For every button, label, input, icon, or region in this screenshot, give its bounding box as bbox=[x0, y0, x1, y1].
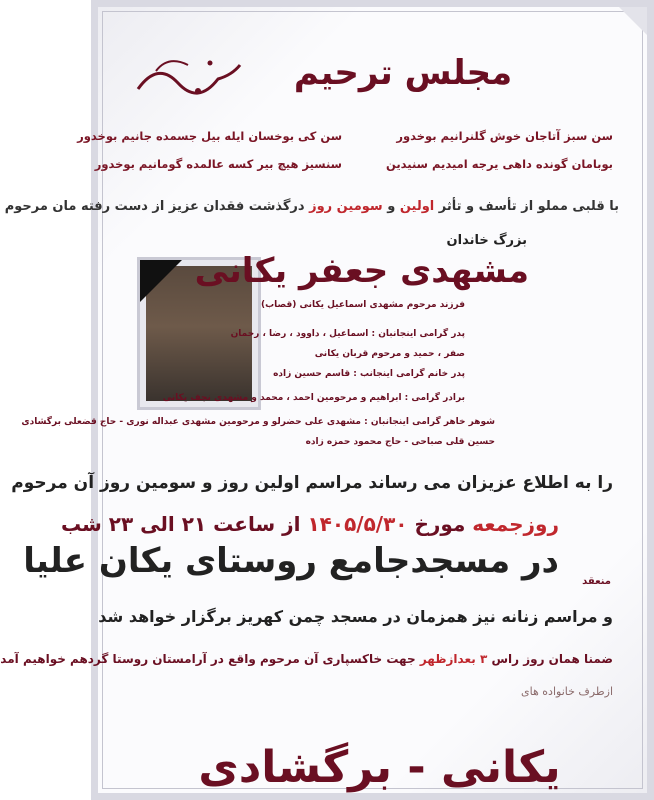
detail-father-of-2: صفر ، حمید و مرحوم قربان یکانی bbox=[314, 349, 465, 359]
ceremony-notice: را به اطلاع عزیزان می رساند مراسم اولین روز و سومین روز آن مرحوم bbox=[11, 473, 613, 493]
detail-sister-husband: شوهر خاهر گرامی اینجانبان : مشهدی علی حضرلو و مرحومین مشهدی عبداله نوری - حاج قضعلی برگشادی bbox=[21, 417, 495, 427]
burial-notice bbox=[0, 652, 613, 666]
family-names: یکانی - برگشادی bbox=[198, 742, 561, 793]
burial-time: ۳ بعدازظهر bbox=[419, 652, 488, 666]
venue-word: منعقد bbox=[582, 576, 611, 587]
detail-father-of: پدر گرامی اینجانبان : اسماعیل ، داوود ، رضا ، رحمان bbox=[230, 329, 465, 339]
date-day: روزجمعه bbox=[472, 512, 559, 536]
poem-line: بوبامان گونده داهی یرجه امیدیم سنیدین bbox=[385, 157, 613, 171]
poem-line: سن سبز آتاجان خوش گلنرانیم بوخدور bbox=[396, 129, 613, 143]
date-time: از ساعت ۲۱ الی ۲۳ شب bbox=[60, 512, 301, 536]
venue-text: در مسجدجامع روستای یکان علیا bbox=[23, 541, 559, 581]
intro-and: و bbox=[382, 199, 396, 214]
ceremony-date bbox=[61, 512, 559, 536]
burial-before: ضمنا همان روز راس bbox=[487, 652, 613, 666]
calligraphy-logo bbox=[128, 51, 248, 101]
intro-text bbox=[5, 199, 619, 214]
intro-after: درگذشت فقدان عزیز از دست رفته مان مرحوم bbox=[4, 199, 305, 214]
page-title: مجلس ترحیم bbox=[293, 53, 513, 93]
detail-sister-husband-2: حسین قلی صباحی - حاج محمود حمزه زاده bbox=[305, 437, 495, 447]
intro-third: سومین روز bbox=[309, 199, 383, 214]
date-value: ۱۴۰۵/۵/۳۰ bbox=[307, 512, 408, 536]
detail-son-of: فرزند مرحوم مشهدی اسماعیل یکانی (قصاب) bbox=[260, 300, 465, 310]
intro-first: اولین bbox=[399, 199, 435, 214]
burial-after: جهت خاکسپاری آن مرحوم واقع در آرامستان روستا گردهم خواهیم آمد bbox=[0, 652, 416, 666]
corner-decoration bbox=[619, 7, 647, 35]
family-head-label: بزرگ خاندان bbox=[446, 233, 527, 248]
from-label: ازطرف خانواده های bbox=[521, 685, 613, 698]
intro-before: با قلبی مملو از تأسف و تأثر bbox=[438, 199, 619, 214]
poem-line: سن کی بوخسان ایله بیل جسمده جانیم بوخدور bbox=[77, 129, 342, 143]
detail-father-in-law: پدر خانم گرامی اینجانب : قاسم حسین زاده bbox=[273, 369, 465, 379]
poem-line: سنسیز هیچ بیر کسه عالمده گومانیم بوخدور bbox=[94, 157, 342, 171]
mourning-ribbon bbox=[140, 260, 182, 302]
date-label: مورخ bbox=[407, 512, 466, 536]
women-ceremony: و مراسم زنانه نیز همزمان در مسجد چمن کهریز برگزار خواهد شد bbox=[98, 607, 613, 626]
detail-brother-of: برادر گرامی : ابراهیم و مرحومین احمد ، محمد و مشهدی نجف یکانی bbox=[162, 393, 465, 403]
deceased-name: مشهدی جعفر یکانی bbox=[194, 251, 529, 291]
